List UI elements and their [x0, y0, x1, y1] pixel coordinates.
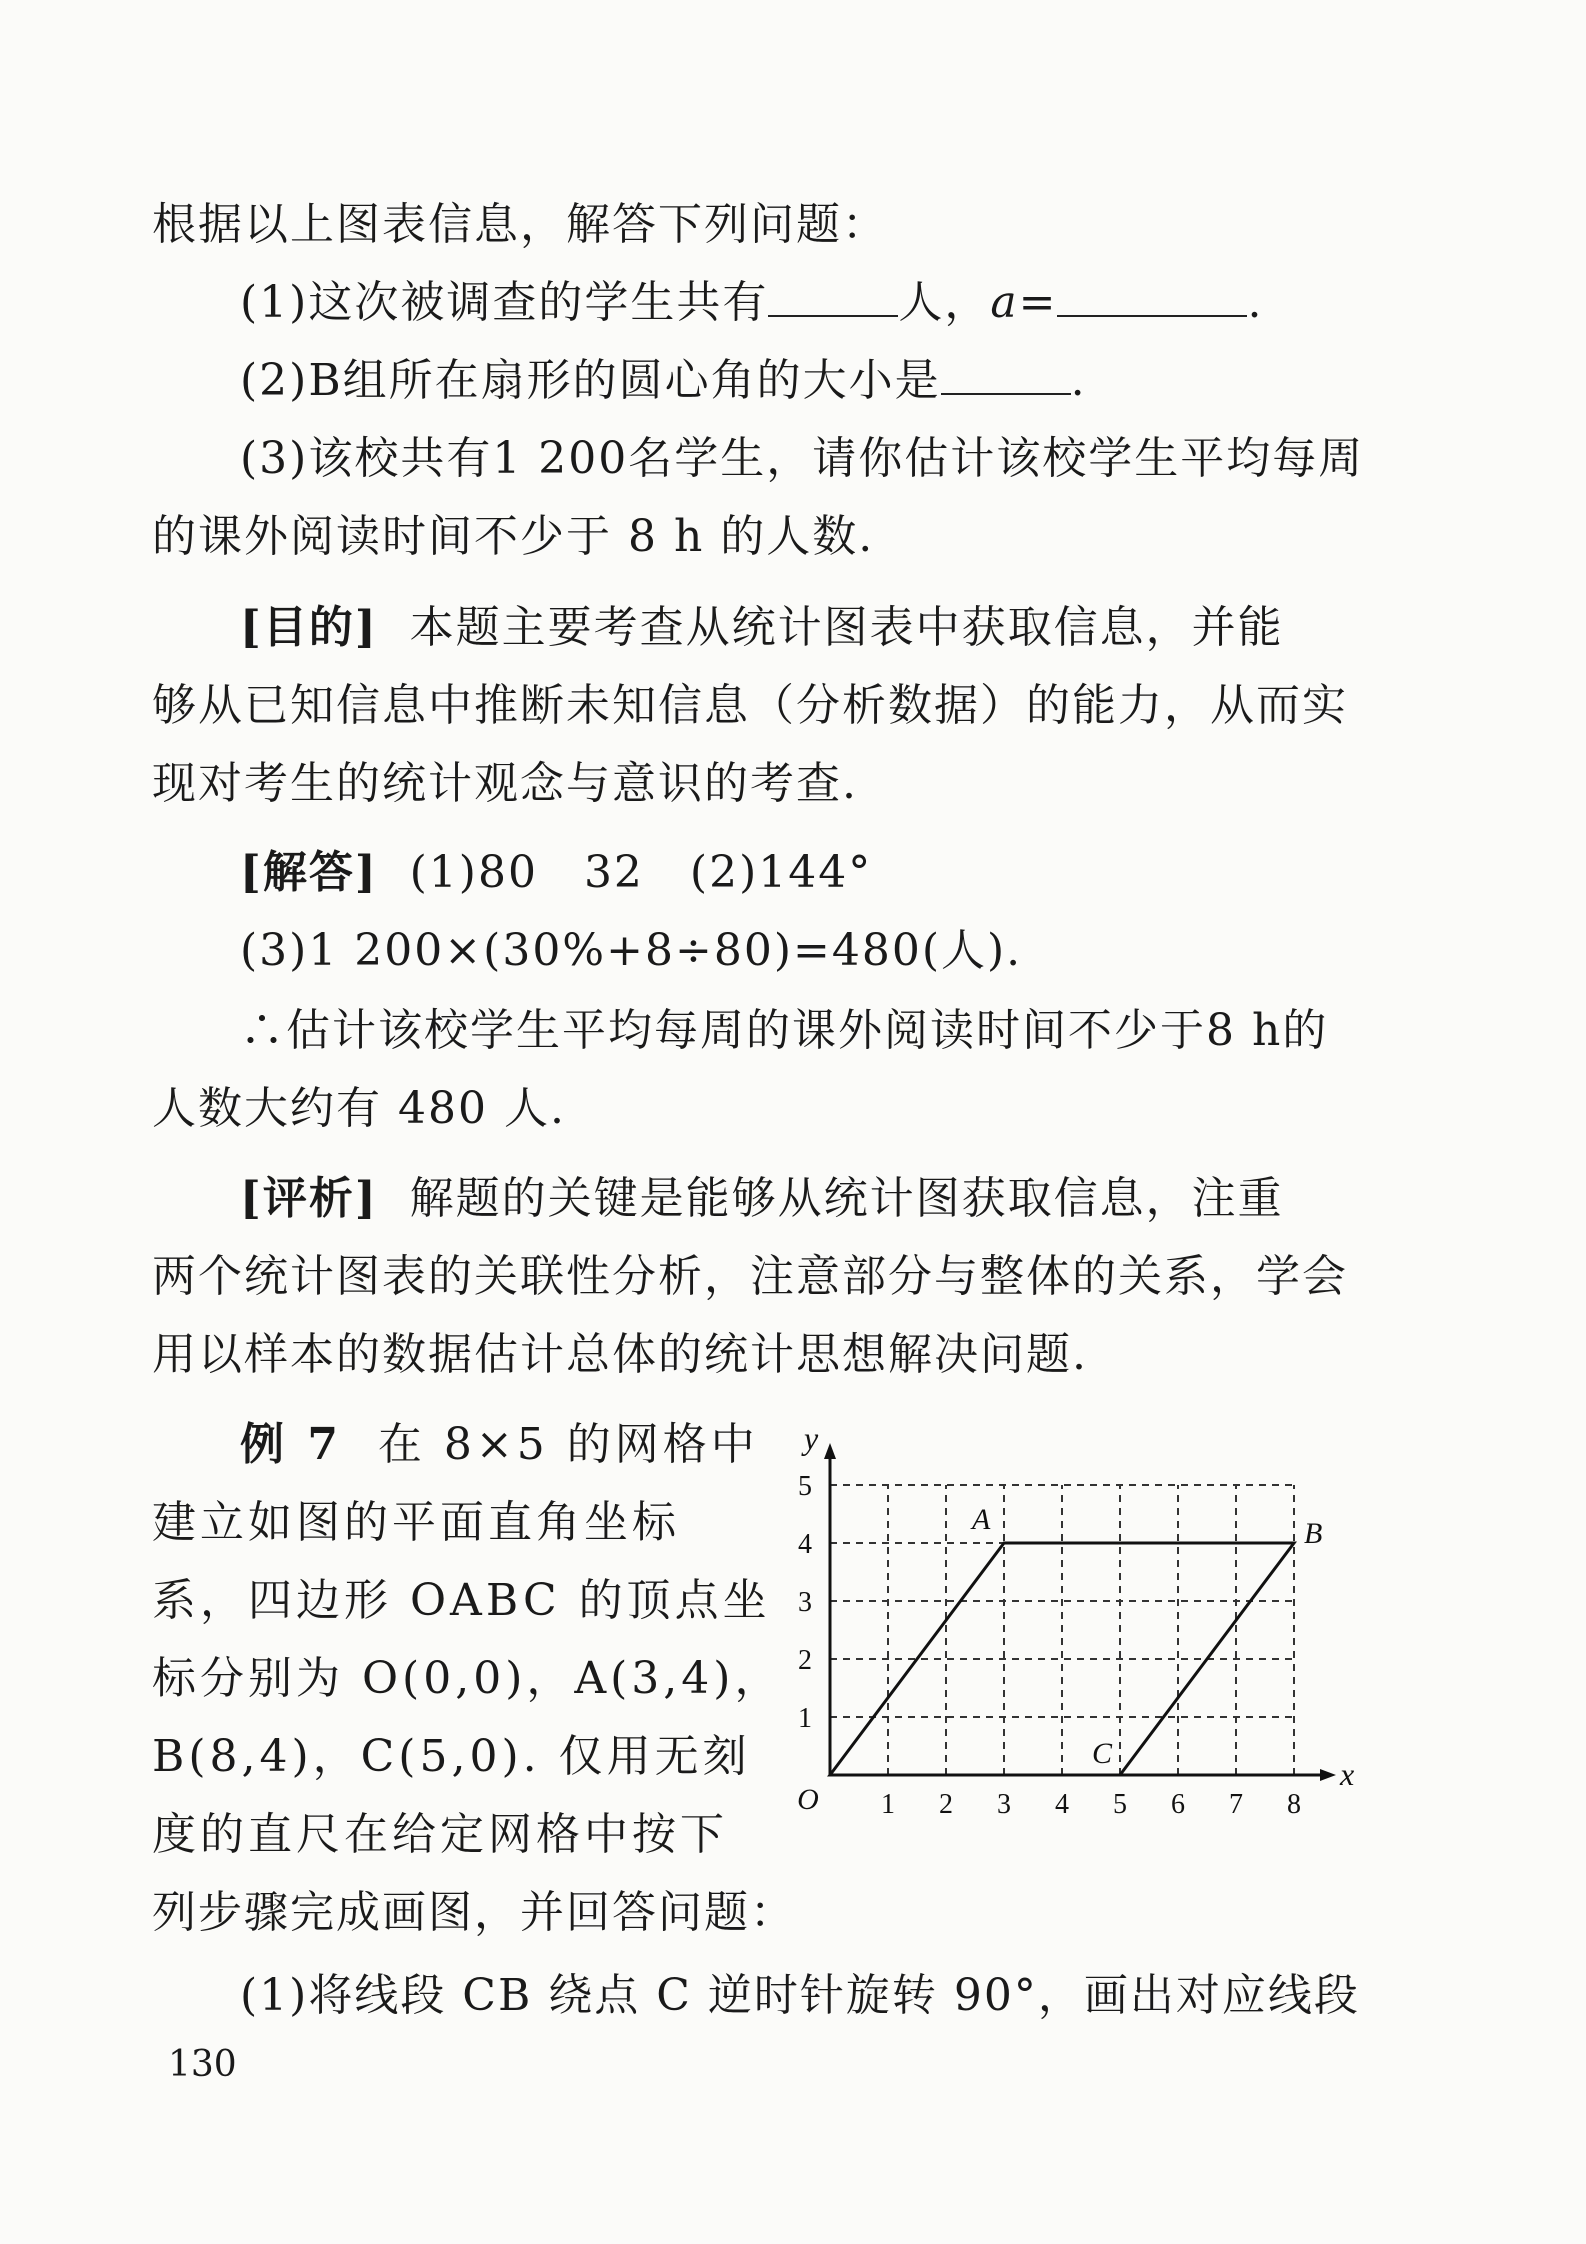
question-3-line-1: (3)该校共有1 200名学生，请你估计该校学生平均每周	[240, 433, 1365, 484]
x-axis-arrow	[1320, 1769, 1336, 1781]
purpose-line-2: 够从已知信息中推断未知信息（分析数据）的能力，从而实	[152, 680, 1348, 731]
comment-line-2: 两个统计图表的关联性分析，注意部分与整体的关系，学会	[152, 1251, 1348, 1302]
example-line-8: (1)将线段 CB 绕点 C 逆时针旋转 90°，画出对应线段	[240, 1970, 1360, 2021]
y-tick-label: 4	[798, 1529, 812, 1560]
answer-blank-1	[768, 275, 898, 317]
example-line-6: 度的直尺在给定网格中按下	[152, 1809, 728, 1860]
purpose-tag: [目的]	[240, 602, 378, 653]
example-line-2: 建立如图的平面直角坐标	[152, 1497, 680, 1548]
purpose-text-1: 本题主要考查从统计图表中获取信息，并能	[409, 602, 1284, 653]
x-axis-label: x	[1340, 1756, 1355, 1792]
q2-end: .	[1070, 355, 1087, 406]
x-tick-label: 3	[997, 1789, 1011, 1820]
comment-text-1: 解题的关键是能够从统计图获取信息，注重	[409, 1173, 1284, 1224]
x-tick-label: 7	[1229, 1789, 1243, 1820]
answer-blank-2	[1057, 275, 1247, 317]
purpose-line-3: 现对考生的统计观念与意识的考查.	[152, 758, 858, 809]
answer-line-4: 人数大约有 480 人.	[152, 1083, 566, 1134]
q1-end: .	[1247, 277, 1264, 328]
answer-blank-3	[941, 353, 1071, 395]
y-tick-label: 1	[798, 1703, 812, 1734]
intro-text: 根据以上图表信息，解答下列问题：	[152, 199, 888, 250]
q1-mid: 人，	[898, 277, 991, 328]
answer-line-2: (3)1 200×(30%+8÷80)=480(人).	[240, 925, 1023, 976]
example-line-3: 系，四边形 OABC 的顶点坐	[152, 1575, 771, 1626]
example-text-1: 在 8×5 的网格中	[377, 1419, 759, 1470]
y-tick-label: 5	[798, 1471, 812, 1502]
answer-text-1: (1)80 32 (2)144°	[409, 847, 873, 898]
example-line-5: B(8,4)，C(5,0). 仅用无刻	[152, 1731, 751, 1782]
q1-prefix: (1)这次被调查的学生共有	[240, 277, 769, 328]
vertex-label-a: A	[972, 1503, 991, 1536]
answer-line-1	[240, 843, 1470, 903]
vertex-label-b: B	[1304, 1517, 1323, 1550]
example-line-1	[240, 1415, 820, 1475]
question-2	[240, 351, 1470, 411]
page-number: 130	[168, 2044, 237, 2085]
vertex-label-c: C	[1092, 1737, 1113, 1770]
x-tick-label: 1	[881, 1789, 895, 1820]
comment-line-3: 用以样本的数据估计总体的统计思想解决问题.	[152, 1329, 1088, 1380]
x-tick-label: 4	[1055, 1789, 1069, 1820]
y-tick-label: 2	[798, 1645, 812, 1676]
question-3-line-2: 的课外阅读时间不少于 8 h 的人数.	[152, 511, 875, 562]
q1-variable: a	[990, 277, 1019, 328]
y-axis-label: y	[804, 1420, 819, 1456]
example-line-7: 列步骤完成画图，并回答问题：	[152, 1887, 796, 1938]
answer-tag: [解答]	[240, 847, 378, 898]
q2-prefix: (2)B组所在扇形的圆心角的大小是	[240, 355, 941, 406]
answer-line-3: ∴估计该校学生平均每周的课外阅读时间不少于8 h的	[240, 1005, 1329, 1056]
coordinate-grid-figure	[780, 1405, 1360, 1825]
example-line-4: 标分别为 O(0,0)，A(3,4)，	[152, 1653, 783, 1704]
origin-label: O	[797, 1783, 819, 1816]
y-axis-arrow	[824, 1443, 836, 1459]
x-tick-label: 6	[1171, 1789, 1185, 1820]
example-label: 例 7	[240, 1419, 342, 1470]
x-tick-label: 2	[939, 1789, 953, 1820]
q1-equals: =	[1018, 277, 1058, 328]
question-1	[240, 273, 1470, 333]
x-tick-label: 5	[1113, 1789, 1127, 1820]
purpose-line-1	[240, 598, 1470, 658]
comment-line-1	[240, 1169, 1470, 1229]
comment-tag: [评析]	[240, 1173, 378, 1224]
x-tick-label: 8	[1287, 1789, 1301, 1820]
y-tick-label: 3	[798, 1587, 812, 1618]
